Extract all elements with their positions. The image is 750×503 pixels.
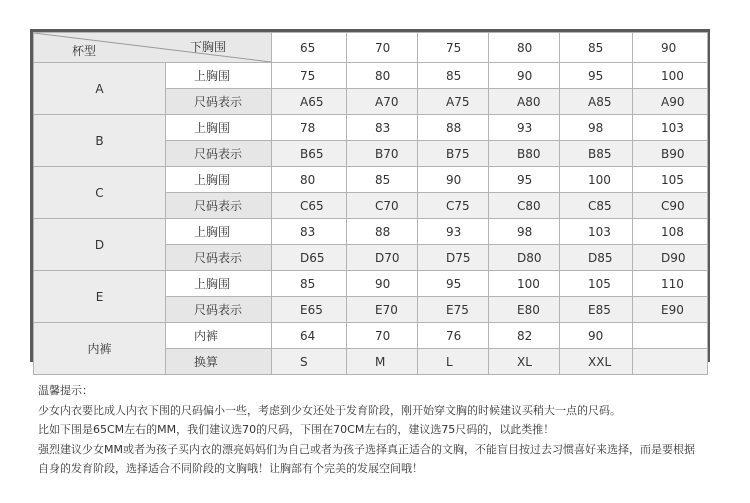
underbust-value: 85 [560,33,633,63]
overbust-value: 95 [560,63,633,89]
underwear-value: 76 [418,323,489,349]
overbust-label: 上胸围 [166,219,272,245]
overbust-value: 100 [633,63,708,89]
size-value: A65 [272,89,347,115]
overbust-value: 90 [489,63,560,89]
overbust-value: 100 [560,167,633,193]
notes-title: 温馨提示： [38,384,93,397]
cup-letter: B [34,115,166,167]
conversion-value: XXL [560,349,633,375]
size-value: D75 [418,245,489,271]
notes [38,381,695,479]
size-value: B75 [418,141,489,167]
cup-type-label: 杯型 [72,44,97,58]
conversion-value: L [418,349,489,375]
overbust-value: 85 [272,271,347,297]
conversion-value [633,349,708,375]
overbust-value: 98 [560,115,633,141]
size-value: D70 [347,245,418,271]
underbust-value: 80 [489,33,560,63]
conversion-value: XL [489,349,560,375]
size-value: A80 [489,89,560,115]
underwear-value: 90 [560,323,633,349]
size-value: E75 [418,297,489,323]
overbust-row [34,115,708,141]
size-value: C85 [560,193,633,219]
size-value: E85 [560,297,633,323]
overbust-value: 110 [633,271,708,297]
overbust-value: 90 [347,271,418,297]
conversion-value: S [272,349,347,375]
size-value: E80 [489,297,560,323]
overbust-value: 88 [418,115,489,141]
overbust-row [34,63,708,89]
cup-letter: E [34,271,166,323]
size-label: 尺码表示 [166,193,272,219]
overbust-value: 105 [633,167,708,193]
size-value: A75 [418,89,489,115]
overbust-value: 93 [418,219,489,245]
overbust-value: 108 [633,219,708,245]
overbust-label: 上胸围 [166,63,272,89]
size-chart-table [33,32,708,375]
overbust-value: 93 [489,115,560,141]
size-value: B70 [347,141,418,167]
underwear-value [633,323,708,349]
overbust-row [34,271,708,297]
underbust-value: 90 [633,33,708,63]
underwear-group-label: 内裤 [34,323,166,375]
overbust-value: 78 [272,115,347,141]
overbust-row [34,167,708,193]
underwear-value: 82 [489,323,560,349]
size-value: B85 [560,141,633,167]
overbust-value: 75 [272,63,347,89]
cup-letter: A [34,63,166,115]
size-value: A85 [560,89,633,115]
underbust-value: 75 [418,33,489,63]
size-value: A90 [633,89,708,115]
overbust-value: 80 [272,167,347,193]
size-value: C90 [633,193,708,219]
cup-letter: C [34,167,166,219]
overbust-value: 105 [560,271,633,297]
size-value: C80 [489,193,560,219]
size-value: B90 [633,141,708,167]
size-value: D80 [489,245,560,271]
overbust-value: 95 [418,271,489,297]
overbust-value: 80 [347,63,418,89]
size-label: 尺码表示 [166,297,272,323]
overbust-value: 98 [489,219,560,245]
underbust-label: 下胸围 [190,40,227,54]
size-value: C70 [347,193,418,219]
overbust-value: 85 [418,63,489,89]
overbust-value: 83 [347,115,418,141]
overbust-value: 100 [489,271,560,297]
size-value: C75 [418,193,489,219]
size-value: B80 [489,141,560,167]
size-value: B65 [272,141,347,167]
size-value: D85 [560,245,633,271]
notes-line: 比如下围是65CM左右的MM，我们建议选70的尺码，下围在70CM左右的，建议选75尺码的，以此类推！ [38,423,555,436]
notes-line: 少女内衣要比成人内衣下围的尺码偏小一些，考虑到少女还处于发育阶段，刚开始穿文胸的时候建议买稍大一点的尺码。 [38,403,621,417]
underwear-label: 内裤 [166,323,272,349]
size-label: 尺码表示 [166,89,272,115]
size-value: A70 [347,89,418,115]
overbust-value: 103 [633,115,708,141]
notes-line: 自身的发育阶段，选择适合不同阶段的文胸哦！让胸部有个完美的发展空间哦！ [38,462,423,475]
size-label: 尺码表示 [166,245,272,271]
overbust-value: 83 [272,219,347,245]
overbust-row [34,219,708,245]
cup-letter: D [34,219,166,271]
header-row [34,33,708,63]
size-value: E90 [633,297,708,323]
overbust-label: 上胸围 [166,167,272,193]
overbust-value: 85 [347,167,418,193]
size-value: D65 [272,245,347,271]
underwear-row [34,323,708,349]
size-label: 尺码表示 [166,141,272,167]
size-value: D90 [633,245,708,271]
corner-header [34,33,272,63]
overbust-label: 上胸围 [166,271,272,297]
overbust-label: 上胸围 [166,115,272,141]
size-value: E65 [272,297,347,323]
underwear-value: 64 [272,323,347,349]
notes-line: 强烈建议少女MM或者为孩子买内衣的漂亮妈妈们为自己或者为孩子选择真正适合的文胸，不能盲目按过去习惯喜好来选择，而是要根据 [38,442,695,456]
underwear-value: 70 [347,323,418,349]
size-value: C65 [272,193,347,219]
overbust-value: 88 [347,219,418,245]
overbust-value: 90 [418,167,489,193]
size-chart-frame [30,29,710,369]
underbust-value: 65 [272,33,347,63]
size-value: E70 [347,297,418,323]
conversion-value: M [347,349,418,375]
overbust-value: 103 [560,219,633,245]
diagonal-divider [34,33,271,62]
underbust-value: 70 [347,33,418,63]
conversion-label: 换算 [166,349,272,375]
overbust-value: 95 [489,167,560,193]
